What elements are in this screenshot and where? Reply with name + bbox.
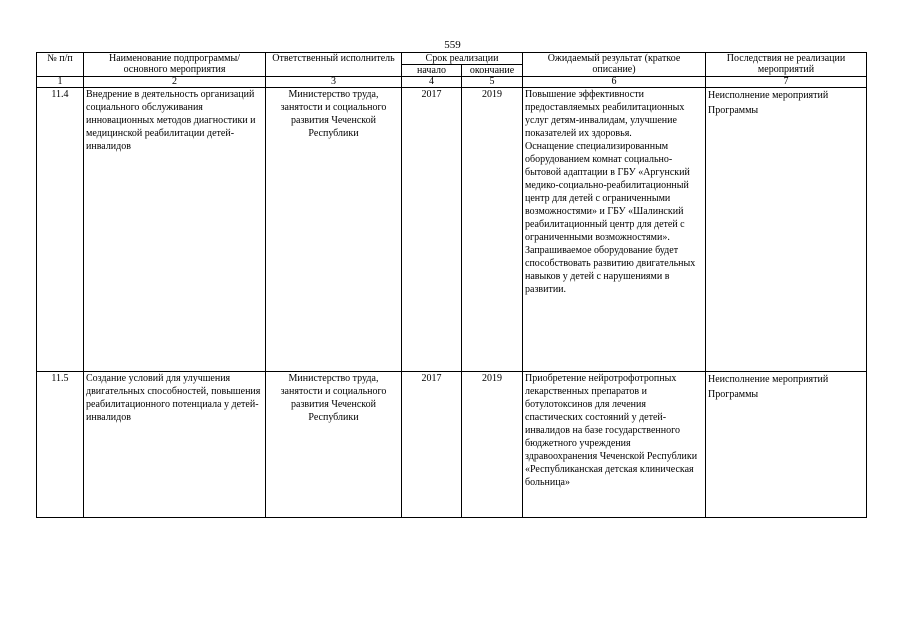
activity-name: Создание условий для улучшения двигательных способностей, повышения реабилитационного потенциала у детей-инвалидов <box>84 372 266 518</box>
responsible-executor: Министерство труда, занятости и социального развития Чеченской Республики <box>266 88 402 372</box>
start-year: 2017 <box>402 88 462 372</box>
program-activities-table <box>36 52 867 518</box>
column-number: 3 <box>266 77 402 88</box>
column-numbers-row <box>37 77 867 88</box>
header-num: № п/п <box>37 53 84 77</box>
non-implementation-consequence: Неисполнение мероприятий Программы <box>706 372 867 518</box>
header-consequence: Последствия не реализации мероприятий <box>706 53 867 77</box>
header-name: Наименование подпрограммы/ основного мероприятия <box>84 53 266 77</box>
column-number: 2 <box>84 77 266 88</box>
header-row <box>37 53 867 65</box>
column-number: 4 <box>402 77 462 88</box>
table-row <box>37 88 867 372</box>
header-executor: Ответственный исполнитель <box>266 53 402 77</box>
row-number: 11.5 <box>37 372 84 518</box>
expected-result <box>523 88 706 372</box>
expected-result <box>523 372 706 518</box>
header-end: окончание <box>462 65 523 77</box>
expected-result-paragraph: Повышение эффективности предоставляемых реабилитационных услуг детям-инвалидам, улучшение показателей их здоровья. <box>525 89 685 139</box>
table-row <box>37 372 867 518</box>
non-implementation-consequence: Неисполнение мероприятий Программы <box>706 88 867 372</box>
column-number: 7 <box>706 77 867 88</box>
header-result: Ожидаемый результат (краткое описание) <box>523 53 706 77</box>
responsible-executor: Министерство труда, занятости и социального развития Чеченской Республики <box>266 372 402 518</box>
end-year: 2019 <box>462 88 523 372</box>
header-period: Срок реализации <box>402 53 523 65</box>
expected-result-paragraph: Оснащение специализированным оборудованием комнат социально-бытовой адаптации в ГБУ «Аргунский медико-социально-реабилитационный центр для детей с ограниченными возможностями» и ГБУ «Шалинский реабилитационный центр для детей с ограниченными возможностями». <box>525 141 690 243</box>
column-number: 5 <box>462 77 523 88</box>
row-number: 11.4 <box>37 88 84 372</box>
end-year: 2019 <box>462 372 523 518</box>
column-number: 1 <box>37 77 84 88</box>
expected-result-paragraph: Запрашиваемое оборудование будет способствовать развитию двигательных навыков у детей с нарушениями в развитии. <box>525 245 696 295</box>
activity-name: Внедрение в деятельность организаций социального обслуживания инновационных методов диагностики и медицинской реабилитации детей-инвалидов <box>84 88 266 372</box>
header-start: начало <box>402 65 462 77</box>
column-number: 6 <box>523 77 706 88</box>
expected-result-paragraph: Приобретение нейротрофотропных лекарственных препаратов и ботулотоксинов для лечения спастических состояний у детей-инвалидов на базе государственного бюджетного учреждения здравоохранения Чеченской Республики «Республиканская детская клиническая больница» <box>525 373 698 488</box>
start-year: 2017 <box>402 372 462 518</box>
page-number: 559 <box>444 39 461 51</box>
